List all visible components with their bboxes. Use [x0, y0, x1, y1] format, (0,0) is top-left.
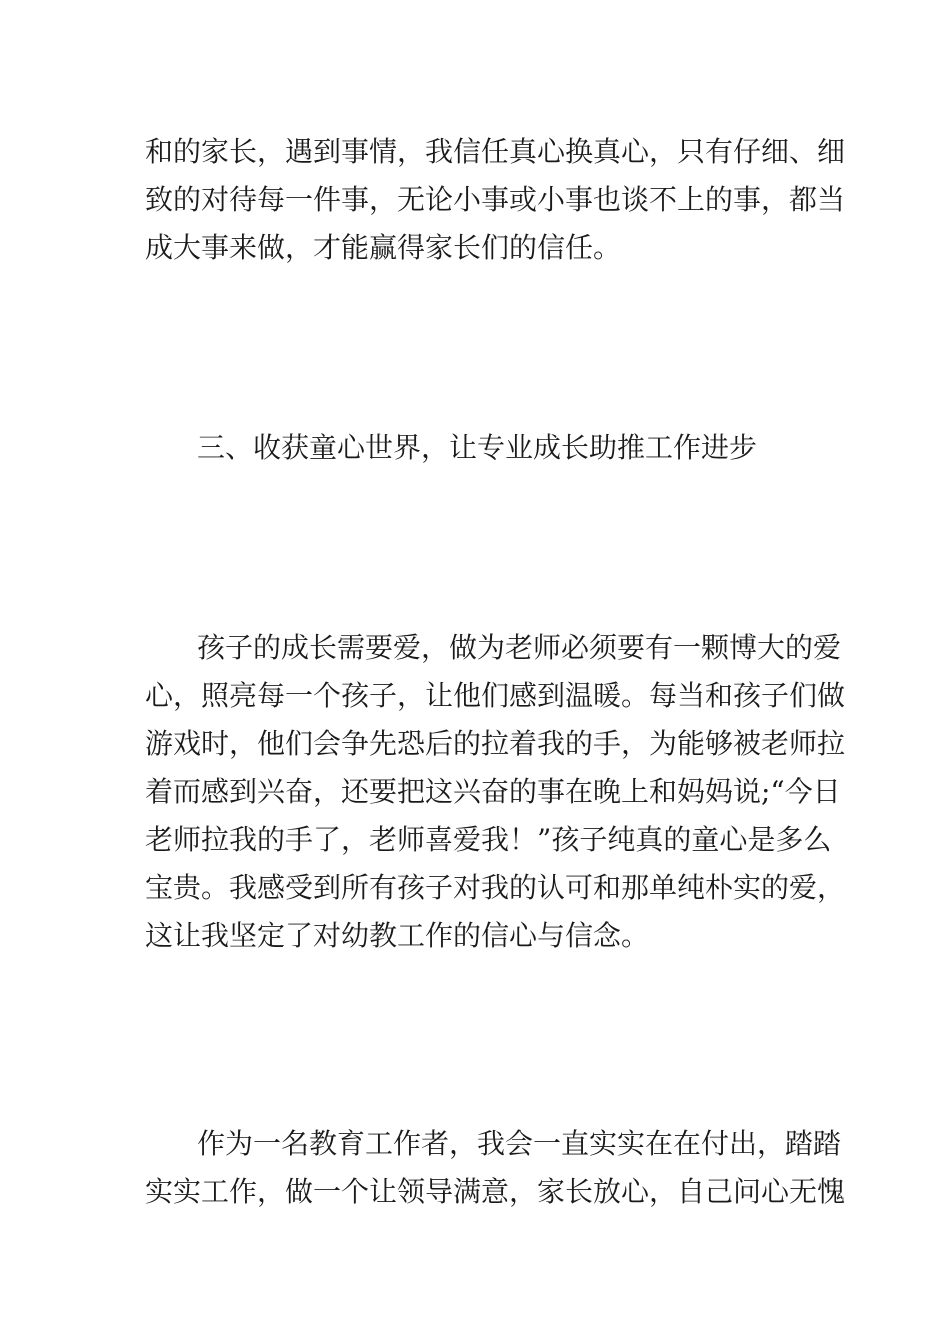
paragraph-line: 心，照亮每一个孩子，让他们感到温暖。每当和孩子们做: [145, 679, 846, 712]
paragraph-line: 宝贵。我感受到所有孩子对我的认可和那单纯朴实的爱，: [145, 871, 846, 904]
paragraph-line: 和的家长，遇到事情，我信任真心换真心，只有仔细、细: [145, 135, 846, 168]
paragraph-line: 游戏时，他们会争先恐后的拉着我的手，为能够被老师拉: [145, 727, 846, 760]
paragraph-line: 老师拉我的手了，老师喜爱我！”孩子纯真的童心是多么: [145, 823, 832, 856]
paragraph-line: 成大事来做，才能赢得家长们的信任。: [145, 231, 622, 264]
paragraph-line: 作为一名教育工作者，我会一直实实在在付出，踏踏: [197, 1127, 842, 1160]
paragraph-line: 孩子的成长需要爱，做为老师必须要有一颗博大的爱: [197, 631, 842, 664]
paragraph-line: 这让我坚定了对幼教工作的信心与信念。: [145, 919, 650, 952]
paragraph-line: 致的对待每一件事，无论小事或小事也谈不上的事，都当: [145, 183, 846, 216]
paragraph-line: 着而感到兴奋，还要把这兴奋的事在晚上和妈妈说;“今日: [145, 775, 841, 808]
paragraph-line: 实实工作，做一个让领导满意，家长放心，自己问心无愧: [145, 1175, 846, 1208]
section-heading: 三、收获童心世界，让专业成长助推工作进步: [197, 431, 758, 464]
